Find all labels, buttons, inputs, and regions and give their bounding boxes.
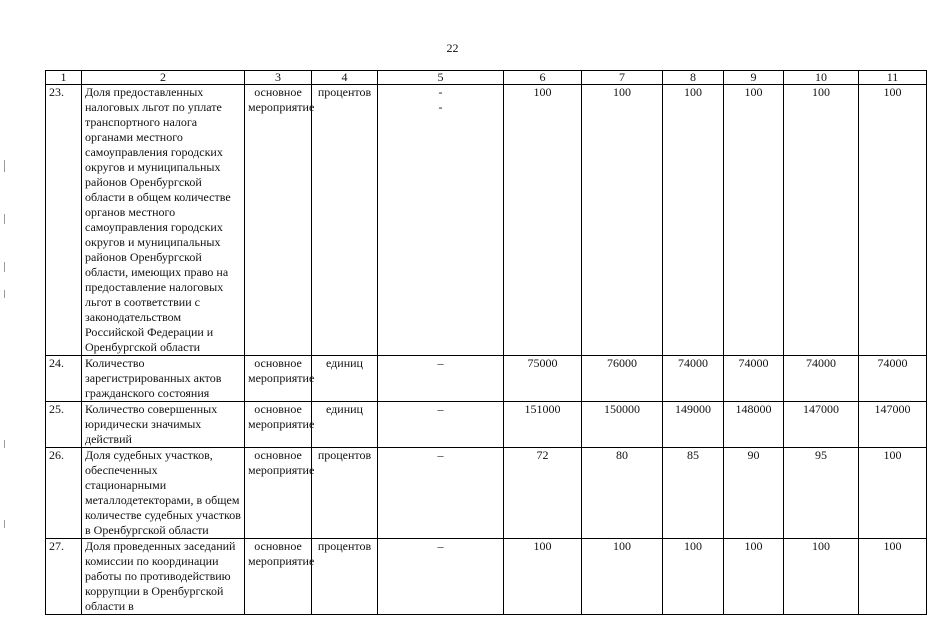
- table-header-row: [46, 71, 927, 85]
- column-5-value: –: [378, 402, 504, 448]
- value-cell: 100: [784, 85, 859, 356]
- value-cell: 72: [504, 448, 582, 539]
- unit: единиц: [312, 402, 378, 448]
- value-cell: 149000: [663, 402, 724, 448]
- value-cell: 100: [582, 85, 663, 356]
- measure-type: основное мероприятие: [245, 356, 312, 402]
- indicator-name: Доля судебных участков, обеспеченных стационарными металлодетекторами, в общем количестве судебных участков в Оренбургской области: [82, 448, 245, 539]
- dash-mark: -: [438, 100, 443, 114]
- indicators-table: [45, 70, 927, 615]
- value-cell: 148000: [724, 402, 784, 448]
- column-header: 6: [504, 71, 582, 85]
- indicator-name: Количество совершенных юридически значимых действий: [82, 402, 245, 448]
- value-cell: 74000: [663, 356, 724, 402]
- column-header: 7: [582, 71, 663, 85]
- column-header: 8: [663, 71, 724, 85]
- margin-mark: [4, 262, 5, 272]
- value-cell: 150000: [582, 402, 663, 448]
- value-cell: 151000: [504, 402, 582, 448]
- table-row: [46, 356, 927, 402]
- unit: единиц: [312, 356, 378, 402]
- unit: процентов: [312, 85, 378, 356]
- margin-mark: [4, 440, 5, 448]
- value-cell: 100: [504, 539, 582, 615]
- column-header: 5: [378, 71, 504, 85]
- column-header: 10: [784, 71, 859, 85]
- value-cell: 80: [582, 448, 663, 539]
- row-number: 23.: [46, 85, 82, 356]
- value-cell: 147000: [784, 402, 859, 448]
- unit: процентов: [312, 539, 378, 615]
- value-cell: 100: [859, 448, 927, 539]
- value-cell: 74000: [724, 356, 784, 402]
- margin-mark: [4, 160, 5, 172]
- row-number: 26.: [46, 448, 82, 539]
- value-cell: 100: [724, 539, 784, 615]
- value-cell: 74000: [784, 356, 859, 402]
- dash-mark: -: [438, 85, 443, 99]
- column-header: 4: [312, 71, 378, 85]
- column-5-value: [378, 85, 504, 356]
- value-cell: 100: [504, 85, 582, 356]
- column-5-value: –: [378, 356, 504, 402]
- value-cell: 76000: [582, 356, 663, 402]
- value-cell: 100: [724, 85, 784, 356]
- value-cell: 100: [582, 539, 663, 615]
- indicator-name: Доля предоставленных налоговых льгот по уплате транспортного налога органами местного самоуправления городских округов и муниципальных районов Оренбургской области в общем количестве органов местного самоуправления городских округов и муниципальных районов Оренбургской области, имеющих право на предоставление налоговых льгот в соответствии с законодательством Российской Федерации и Оренбургской области: [82, 85, 245, 356]
- unit: процентов: [312, 448, 378, 539]
- value-cell: 100: [784, 539, 859, 615]
- value-cell: 85: [663, 448, 724, 539]
- indicator-name: Доля проведенных заседаний комиссии по координации работы по противодействию коррупции в Оренбургской области в: [82, 539, 245, 615]
- table-row: [46, 402, 927, 448]
- table-row: [46, 448, 927, 539]
- value-cell: 100: [859, 85, 927, 356]
- value-cell: 100: [663, 85, 724, 356]
- value-cell: 100: [663, 539, 724, 615]
- measure-type: основное мероприятие: [245, 85, 312, 356]
- measure-type: основное мероприятие: [245, 448, 312, 539]
- margin-mark: [4, 214, 5, 224]
- value-cell: 75000: [504, 356, 582, 402]
- indicator-name: Количество зарегистрированных актов гражданского состояния: [82, 356, 245, 402]
- column-header: 3: [245, 71, 312, 85]
- value-cell: 100: [859, 539, 927, 615]
- row-number: 27.: [46, 539, 82, 615]
- value-cell: 74000: [859, 356, 927, 402]
- margin-mark: [4, 520, 5, 528]
- row-number: 25.: [46, 402, 82, 448]
- column-header: 11: [859, 71, 927, 85]
- value-cell: 147000: [859, 402, 927, 448]
- row-number: 24.: [46, 356, 82, 402]
- margin-mark: [4, 290, 5, 298]
- column-header: 1: [46, 71, 82, 85]
- value-cell: 90: [724, 448, 784, 539]
- page-number: 22: [446, 41, 459, 55]
- value-cell: 95: [784, 448, 859, 539]
- measure-type: основное мероприятие: [245, 402, 312, 448]
- table-row: [46, 539, 927, 615]
- column-header: 2: [82, 71, 245, 85]
- table-row: [46, 85, 927, 356]
- column-header: 9: [724, 71, 784, 85]
- column-5-value: –: [378, 448, 504, 539]
- measure-type: основное мероприятие: [245, 539, 312, 615]
- column-5-value: –: [378, 539, 504, 615]
